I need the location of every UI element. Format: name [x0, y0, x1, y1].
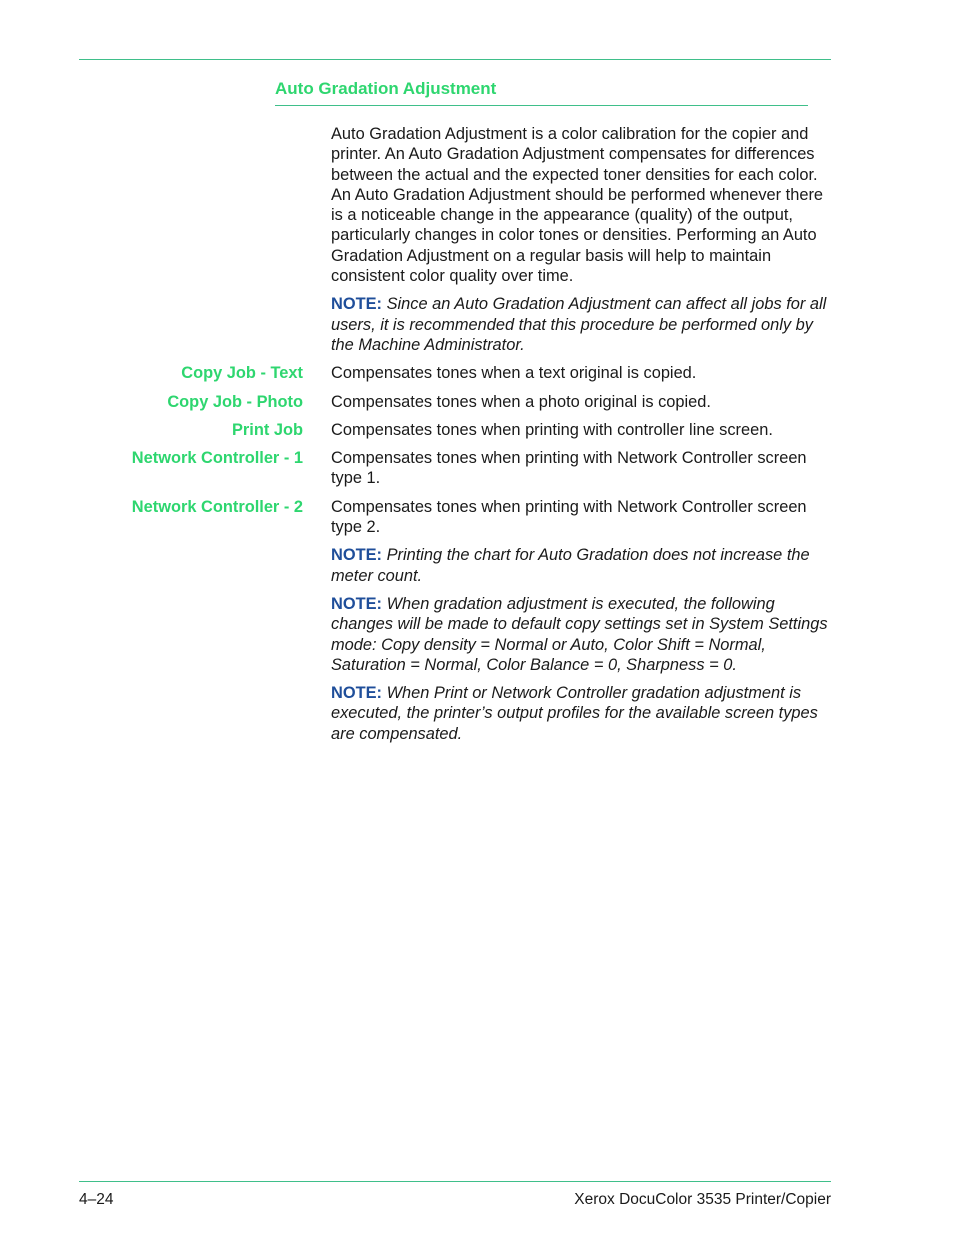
section-title: Auto Gradation Adjustment [275, 79, 497, 98]
page-content [0, 124, 954, 752]
title-underline [275, 105, 808, 106]
note-label: NOTE: [331, 684, 382, 703]
definition-row [0, 448, 954, 489]
definition-term: Print Job [231, 420, 303, 439]
definition-term: Copy Job - Photo [167, 392, 303, 411]
definition-description: Compensates tones when printing with Network Controller screen type 1. [331, 449, 807, 488]
product-name: Xerox DocuColor 3535 Printer/Copier [574, 1191, 831, 1208]
footer-rule [79, 1181, 831, 1182]
header-rule [79, 59, 831, 60]
definition-row [0, 497, 954, 538]
definition-description: Compensates tones when a photo original is copied. [331, 392, 711, 411]
note-output-profiles [331, 683, 831, 744]
intro-paragraph: Auto Gradation Adjustment is a color calibration for the copier and printer. An Auto Gradation Adjustment compensates for differences between the actual and the expected toner densities for each color. An Auto Gradation Adjustment should be performed whenever there is a noticeable change in the appearance (quality) of the output, particularly changes in color tones or densities. Performing an Auto Gradation Adjustment on a regular basis will help to maintain consistent color quality over time. [331, 125, 824, 286]
definition-term: Network Controller - 1 [131, 449, 303, 468]
note-label: NOTE: [331, 295, 382, 314]
definition-description: Compensates tones when a text original is copied. [331, 364, 697, 383]
note-admin [331, 294, 831, 355]
note-text: When Print or Network Controller gradation adjustment is executed, the printer’s output profiles for the available screen types are compensated. [331, 684, 818, 743]
page-number: 4–24 [79, 1191, 114, 1208]
note-text: When gradation adjustment is executed, the following changes will be made to default copy settings set in System Settings mode: Copy density = Normal or Auto, Color Shift = Normal, Saturation = Normal, Color Balance = 0, Sharpness = 0. [331, 594, 828, 674]
definition-row [0, 420, 954, 440]
note-default-settings [331, 594, 831, 675]
note-text: Since an Auto Gradation Adjustment can affect all jobs for all users, it is recommended that this procedure be performed only by the Machine Administrator. [331, 295, 827, 354]
definition-row [0, 363, 954, 383]
note-meter-count [331, 545, 831, 586]
definition-term: Network Controller - 2 [131, 497, 303, 516]
note-text: Printing the chart for Auto Gradation does not increase the meter count. [331, 546, 810, 585]
note-label: NOTE: [331, 546, 382, 565]
definition-description: Compensates tones when printing with Network Controller screen type 2. [331, 497, 807, 537]
definition-term: Copy Job - Text [181, 364, 303, 383]
note-label: NOTE: [331, 594, 382, 613]
definition-description: Compensates tones when printing with controller line screen. [331, 420, 773, 439]
definition-row [0, 392, 954, 412]
